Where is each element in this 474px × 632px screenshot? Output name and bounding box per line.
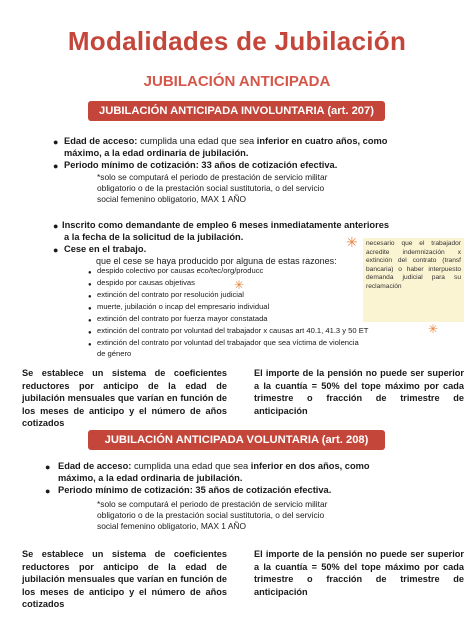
bullet-icon: ● (53, 161, 59, 171)
razon-item-continuation: de género (97, 349, 132, 358)
bullet-icon: ● (53, 221, 59, 231)
bullet-icon: ● (53, 137, 59, 147)
involuntaria-banner: JUBILACIÓN ANTICIPADA INVOLUNTARIA (art. 207) (88, 101, 385, 121)
edad-acceso-line: Edad de acceso: cumplida una edad que sea inferior en cuatro años, como (64, 136, 388, 146)
note-box: necesario que el trabajador acredite indemnización x extinción del contrato (transf bancaria) o haber interpuesto demanda judicial para su reclamación (363, 238, 464, 322)
inscrito-line1: Inscrito como demandante de empleo 6 meses inmediatamente anteriores (62, 220, 390, 230)
razon-bullet-icon: ● (88, 270, 92, 276)
razon-item: extinción del contrato por voluntad del trabajador que sea víctima de violencia (97, 338, 359, 347)
edad-acceso-line2: máximo, a la edad ordinaria de jubilación. (58, 473, 243, 483)
solo-note-line2: obligatorio o de la prestación social sustitutoria, o del servicio (97, 510, 325, 520)
periodo-cotizacion: Periodo mínimo de cotización: 35 años de cotización efectiva. (58, 485, 332, 495)
solo-note-line3: social femenino obligatorio, MAX 1 AÑO (97, 194, 246, 204)
importe-paragraph: El importe de la pensión no puede ser superior a la cuantía = 50% del tope máximo por cada trimestre o fracción de trimestre de anticipación (254, 549, 464, 597)
voluntaria-banner: JUBILACIÓN ANTICIPADA VOLUNTARIA (art. 208) (88, 430, 385, 450)
inscrito-line2: a la fecha de la solicitud de la jubilación. (64, 232, 244, 242)
razon-item: extinción del contrato por voluntad del trabajador x causas art 40.1, 41.3 y 50 ET (97, 326, 369, 335)
solo-note-line2: obligatorio o de la prestación social sustitutoria, o del servicio (97, 183, 325, 193)
edad-acceso-line2: máximo, a la edad ordinaria de jubilación. (64, 148, 249, 158)
edad-acceso-line: Edad de acceso: cumplida una edad que sea inferior en dos años, como (58, 461, 370, 471)
star-icon: ✳ (234, 278, 245, 292)
periodo-cotizacion: Periodo mínimo de cotización: 33 años de cotización efectiva. (64, 160, 338, 170)
solo-note-line1: *solo se computará el periodo de prestación de servicio militar (97, 499, 328, 509)
cese-trabajo: Cese en el trabajo. (64, 244, 147, 254)
solo-note-line3: social femenino obligatorio, MAX 1 AÑO (97, 521, 246, 531)
razon-item: despido colectivo por causas eco/tec/org/producc (97, 266, 264, 275)
coeficientes-paragraph: Se establece un sistema de coeficientes reductores por anticipo de la edad de jubilación mensuales que varían en función de los meses de anticipo y el número de años cotizados (22, 368, 227, 428)
razon-item: despido por causas objetivas (97, 278, 195, 287)
razon-item: extinción del contrato por resolución judicial (97, 290, 244, 299)
page-subtitle: JUBILACIÓN ANTICIPADA (143, 73, 331, 90)
razon-bullet-icon: ● (88, 342, 92, 348)
star-icon: ✳ (428, 322, 439, 336)
coeficientes-paragraph: Se establece un sistema de coeficientes reductores por anticipo de la edad de jubilación mensuales que varían en función de los meses de anticipo y el número de años cotizados (22, 549, 227, 609)
solo-note-line1: *solo se computará el periodo de prestación de servicio militar (97, 172, 328, 182)
importe-paragraph: El importe de la pensión no puede ser superior a la cuantía = 50% del tope máximo por cada trimestre o fracción de trimestre de anticipación (254, 368, 464, 416)
razon-bullet-icon: ● (88, 294, 92, 300)
page-title: Modalidades de Jubilación (67, 26, 407, 56)
bullet-icon: ● (45, 486, 51, 496)
razon-bullet-icon: ● (88, 282, 92, 288)
razon-item: muerte, jubilación o incap del empresario individual (97, 302, 270, 311)
razon-bullet-icon: ● (88, 306, 92, 312)
star-icon: ✳ (346, 234, 358, 250)
bullet-icon: ● (45, 462, 51, 472)
cese-intro: que el cese se haya producido por alguna de estas razones: (96, 256, 337, 266)
bullet-icon: ● (53, 245, 59, 255)
razon-bullet-icon: ● (88, 318, 92, 324)
razon-item: extinción del contrato por fuerza mayor constatada (97, 314, 268, 323)
razon-bullet-icon: ● (88, 330, 92, 336)
